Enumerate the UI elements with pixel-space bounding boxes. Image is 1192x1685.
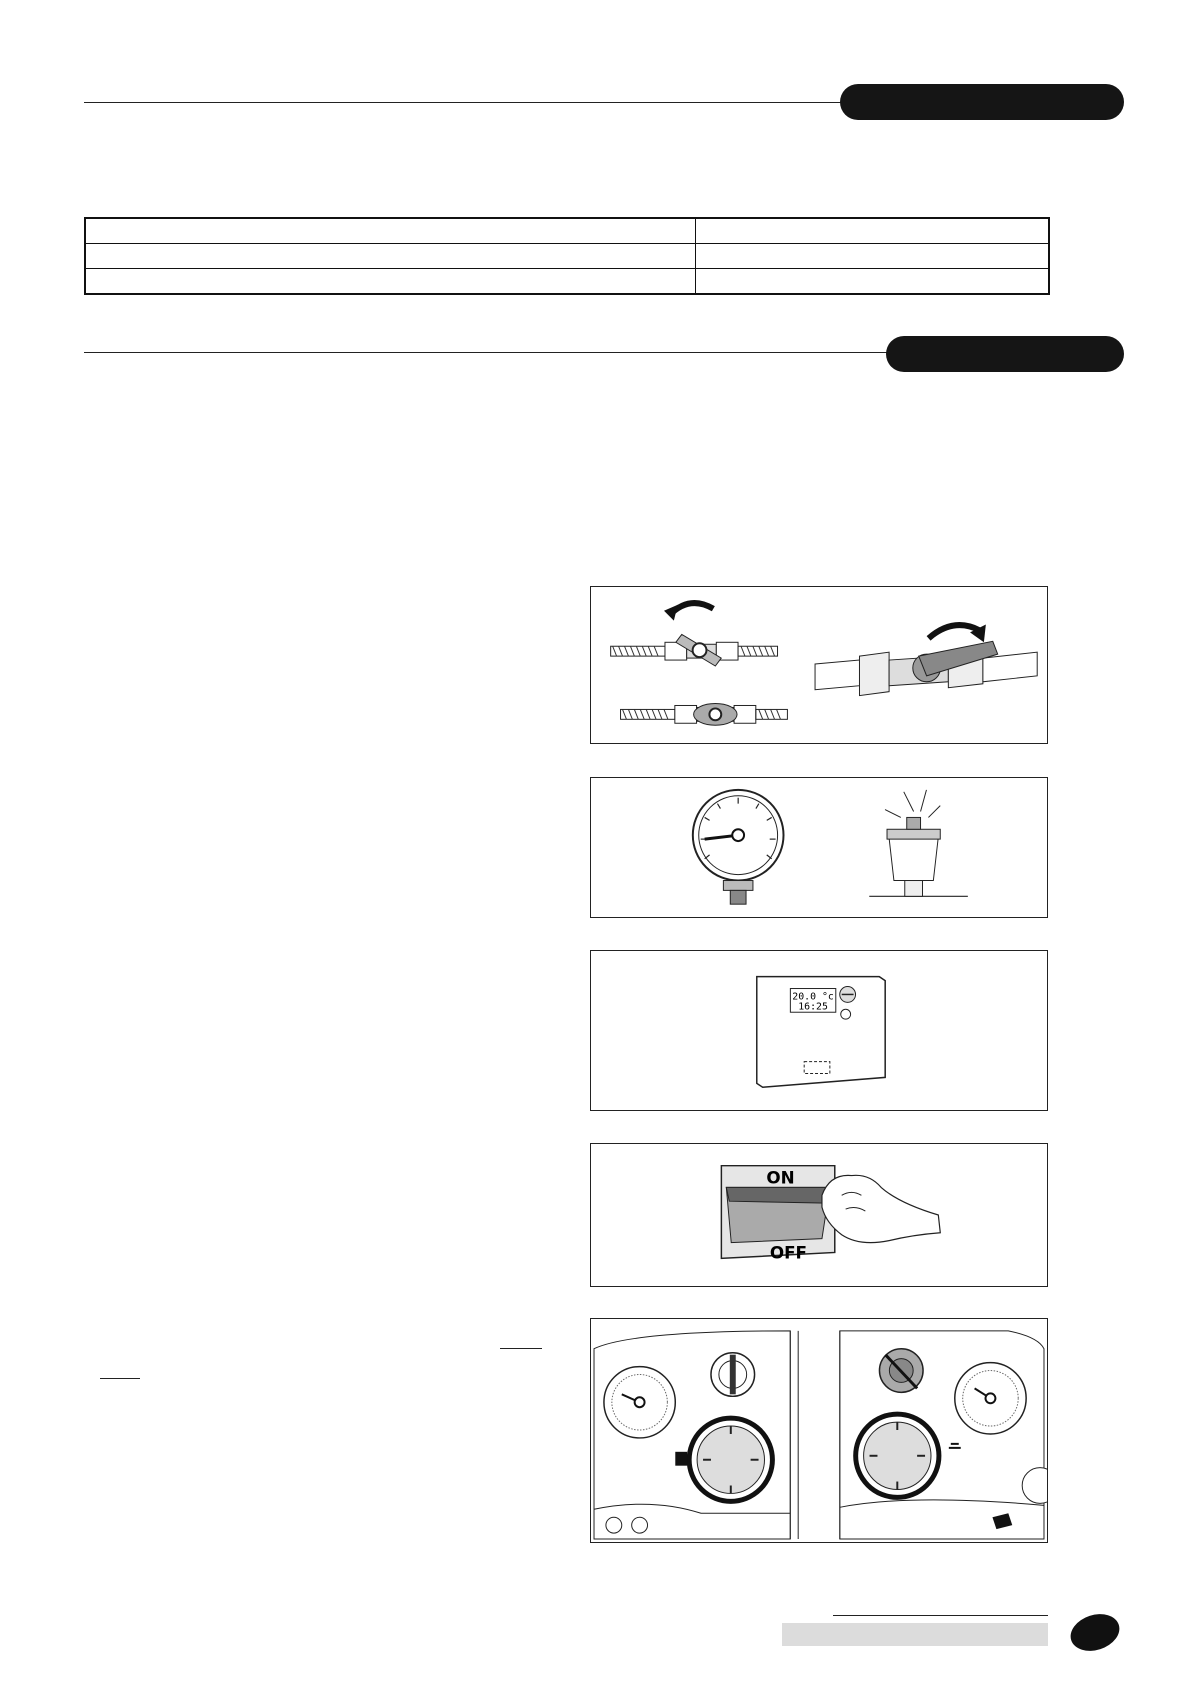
switch-off-label: OFF — [769, 1242, 807, 1263]
water-valve-icon — [621, 704, 788, 726]
power-switch-illustration — [591, 1144, 1047, 1286]
underline-mark — [100, 1378, 140, 1379]
control-panel-figure — [590, 1318, 1048, 1543]
table-row — [85, 218, 1049, 244]
table-cell — [85, 244, 695, 269]
lever-valve-icon — [815, 625, 1037, 696]
pressure-illustration — [591, 778, 1047, 917]
thermostat-display-line2: 16:25 — [798, 1001, 828, 1013]
thermostat-button-icon — [841, 1009, 851, 1019]
table-cell — [85, 218, 695, 244]
footer-bar — [782, 1623, 1048, 1646]
pressure-gauge-icon — [604, 1367, 675, 1438]
table-cell — [695, 218, 1049, 244]
air-vent-icon — [869, 790, 968, 896]
hand-icon — [822, 1175, 940, 1242]
gas-valve-icon — [611, 603, 778, 666]
footer-rule — [833, 1615, 1048, 1616]
table-row — [85, 269, 1049, 295]
section-1-rule — [84, 102, 844, 103]
page-number-badge — [1066, 1608, 1124, 1657]
table-cell — [85, 269, 695, 295]
pressure-figure — [590, 777, 1048, 918]
switch-on-label: ON — [766, 1167, 795, 1188]
thermostat-illustration — [591, 951, 1047, 1110]
underline-mark — [500, 1348, 542, 1349]
table-cell — [695, 269, 1049, 295]
section-2-title-badge — [886, 336, 1124, 372]
spec-table — [84, 217, 1050, 295]
valves-illustration — [591, 587, 1047, 743]
section-2-rule — [84, 352, 890, 353]
pressure-gauge-icon — [955, 1363, 1026, 1434]
table-row — [85, 244, 1049, 269]
control-panel-illustration — [591, 1319, 1047, 1542]
table-cell — [695, 244, 1049, 269]
thermostat-figure — [590, 950, 1048, 1111]
switch-knob-icon — [879, 1349, 923, 1393]
power-switch-figure — [590, 1143, 1048, 1287]
pressure-gauge-icon — [693, 790, 784, 904]
selector-switch-icon — [711, 1353, 755, 1397]
thermostat-display-line1: 20.0 °c — [792, 991, 834, 1003]
section-1-title-badge — [840, 84, 1124, 120]
valves-figure — [590, 586, 1048, 744]
